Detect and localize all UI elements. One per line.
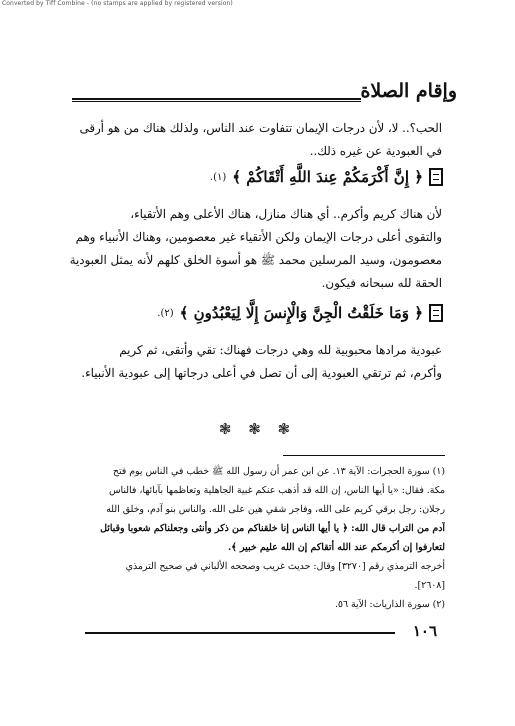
footnote-line: (٢) سورة الذاريات: الآية ٥٦. <box>334 599 445 610</box>
footnote-rule <box>283 455 445 456</box>
verse-ornament-icon <box>429 304 443 322</box>
watermark-text: Converted by Tiff Combine - (no stamps are applied by registered version) <box>2 0 233 7</box>
footnote-line: آدم من التراب قال الله: ﴿ يا أيها الناس إنا خلقناكم من ذكر وأنثى وجعلناكم شعوبا وقبائل <box>100 523 445 534</box>
header-title: وإقام الصلاة <box>360 80 457 102</box>
paragraph-3 <box>60 339 442 385</box>
verse-text: ﴿ إِنَّ أَكْرَمَكُمْ عِندَ اللَّهِ أَتْقَاكُمْ ﴾ <box>232 168 423 186</box>
verse-1 <box>210 168 443 186</box>
footnote-line: لتعارفوا إن أكرمكم عند الله أتقاكم إن الله عليم خبير ﴾. <box>227 542 445 553</box>
paragraph-2 <box>60 203 442 295</box>
paragraph-line: الحب؟.. لا، لأن درجات الإيمان تتفاوت عند الناس، ولذلك هناك من هو أرقى <box>79 121 442 135</box>
footnote-line: مكة. فقال: «يا أيها الناس، إن الله قد أذهب عنكم غبية الجاهلية وتعاظمها بآبائها، فالناس <box>109 485 445 496</box>
paragraph-line: عبودية مرادها محبوبية لله وهي درجات فهناك: تقي وأتقى، ثم كريم <box>119 343 442 357</box>
footnote-line: (١) سورة الحجرات: الآية ١٣. عن ابن عمر أن رسول الله ﷺ خطب في الناس يوم فتح <box>112 466 445 477</box>
footnote-line: رجلان: رجل برقي كريم على الله، وفاجر شقي هين على الله. والناس بنو آدم، وخلق الله <box>106 504 445 515</box>
paragraph-line: الحقة لله سبحانه فيكون. <box>321 276 442 290</box>
paragraph-line: لأن هناك كريم وأكرم.. أي هناك منازل، هناك الأعلى وهم الأتقياء، <box>130 207 442 221</box>
verse-ornament-icon <box>429 168 443 186</box>
verse-text: ﴿ وَمَا خَلَقْتُ الْجِنَّ وَالْإِنسَ إِلَّا لِيَعْبُدُونِ ﴾ <box>179 304 423 322</box>
paragraph-1 <box>60 117 442 163</box>
paragraph-line: معصومون، وسيد المرسلين محمد ﷺ هو أسوة الخلق كلهم لأنه يمثل العبودية <box>69 253 442 267</box>
footnotes <box>60 462 445 614</box>
paragraph-line: والتقوى أعلى درجات الإيمان ولكن الأتقياء غير معصومين، وهناك الأنبياء وهم <box>75 230 442 244</box>
footnote-line: [٢٦٠٨]. <box>414 580 445 591</box>
section-separator: ❃ ❃ ❃ <box>218 420 297 438</box>
footer-rule <box>85 632 395 634</box>
footnote-line: أخرجه الترمذي رقم [٣٢٧٠] وقال: حديث غريب وصححه الألباني في صحيح الترمذي <box>125 561 445 572</box>
verse-footnote-ref: (١). <box>209 171 227 183</box>
paragraph-line: وأكرم، ثم ترتقي العبودية إلى أن تصل في أعلى درجاتها إلى عبودية الأنبياء. <box>81 366 442 380</box>
header-rule <box>72 98 361 102</box>
page-number: ١٠٦ <box>412 622 437 640</box>
paragraph-line: في العبودية عن غيره ذلك.. <box>309 144 442 158</box>
running-header <box>72 80 457 108</box>
verse-2 <box>157 304 443 322</box>
verse-footnote-ref: (٢). <box>157 307 174 319</box>
